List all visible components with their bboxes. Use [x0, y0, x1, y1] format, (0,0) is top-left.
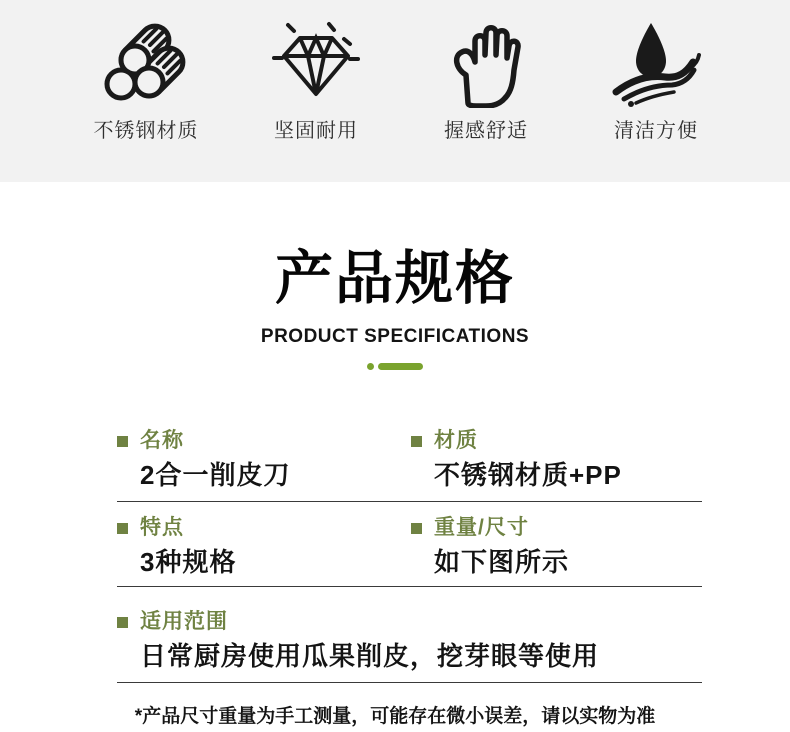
spec-value: 如下图所示: [434, 546, 570, 577]
diamond-icon: [271, 18, 361, 108]
spec-value: 不锈钢材质+PP: [434, 459, 622, 490]
spec-value: 2合一削皮刀: [140, 459, 291, 490]
feature-item-durable: [231, 18, 401, 143]
spec-label-text: 材质: [434, 428, 478, 452]
title-block: [0, 244, 790, 370]
hand-icon: [441, 18, 531, 108]
feature-item-steel: [61, 18, 231, 143]
spec-label: [117, 608, 702, 636]
feature-strip: [0, 0, 790, 182]
spec-cell-weight-size: [411, 514, 702, 578]
spec-row-1: [117, 424, 702, 502]
square-bullet-icon: [117, 523, 128, 534]
spec-label: [411, 427, 702, 455]
spec-table: [117, 424, 702, 683]
spec-row-3: [117, 587, 702, 683]
square-bullet-icon: [411, 436, 422, 447]
square-bullet-icon: [411, 523, 422, 534]
square-bullet-icon: [117, 436, 128, 447]
spec-row-2: [117, 502, 702, 587]
spec-label: [117, 514, 411, 542]
spec-label-text: 名称: [140, 428, 184, 452]
spec-label-text: 重量/尺寸: [434, 515, 529, 539]
footnote: *产品尺寸重量为手工测量，可能存在微小误差，请以实物为准: [134, 705, 656, 727]
steel-pipes-icon: [101, 18, 191, 108]
spec-value: 3种规格: [140, 546, 237, 577]
spec-cell-name: [117, 427, 411, 491]
page-title: 产品规格: [274, 246, 515, 311]
spec-label: [117, 427, 411, 455]
feature-label: 不锈钢材质: [93, 120, 199, 142]
square-bullet-icon: [117, 617, 128, 628]
feature-label: 坚固耐用: [274, 120, 358, 142]
spec-label-text: 适用范围: [140, 609, 228, 633]
feature-label: 握感舒适: [444, 120, 528, 142]
spec-cell-material: [411, 427, 702, 491]
title-divider: [0, 363, 790, 370]
spec-value: 日常厨房使用瓜果削皮，挖芽眼等使用: [140, 640, 600, 671]
feature-item-grip: [401, 18, 571, 143]
spec-cell-scope: [117, 608, 702, 672]
spec-label-text: 特点: [140, 515, 184, 539]
water-drop-hand-icon: [611, 18, 701, 108]
feature-label: 清洁方便: [614, 120, 698, 142]
spec-label: [411, 514, 702, 542]
feature-list: [61, 18, 790, 143]
spec-cell-feature: [117, 514, 411, 578]
divider-bar: [378, 363, 423, 370]
divider-dot: [367, 363, 374, 370]
feature-item-clean: [571, 18, 741, 143]
page-subtitle: PRODUCT SPECIFICATIONS: [260, 325, 530, 347]
